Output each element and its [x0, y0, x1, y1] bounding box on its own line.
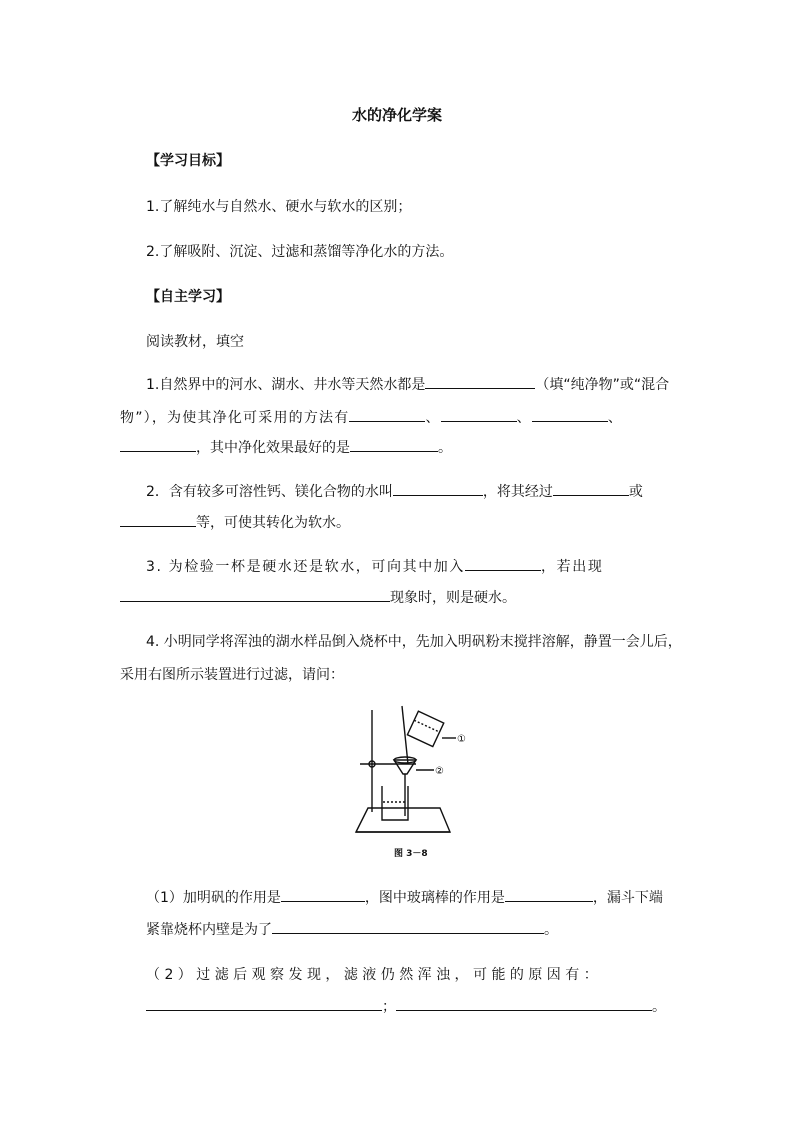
question-2-text-c: 或 [628, 484, 643, 500]
question-4-line2: 采用右图所示装置进行过滤，请问： [120, 667, 344, 683]
goal-1: 1.了解纯水与自然水、硬水与软水的区别； [146, 199, 412, 215]
answer-blank[interactable] [120, 437, 196, 452]
answer-blank[interactable] [465, 556, 541, 571]
subquestion-1-line2 [146, 919, 558, 939]
question-2-line1 [146, 481, 643, 501]
question-1-line3 [120, 437, 452, 457]
question-3-text-a: 3. 为检验一杯是硬水还是软水，可向其中加入 [146, 559, 466, 575]
subquestion-2-line1: （ 2 ） 过 滤 后 观 察 发 现 ， 滤 液 仍 然 浑 浊 ， 可 能 的 原 因 有 ： [146, 967, 598, 983]
question-2-text-d: 等，可使其转化为软水。 [196, 515, 350, 531]
answer-blank[interactable] [349, 407, 425, 422]
question-3-line1 [146, 556, 603, 576]
section-heading-self-study: 【自主学习】 [146, 289, 230, 305]
answer-blank[interactable] [553, 481, 629, 496]
question-1-line2 [120, 407, 623, 427]
answer-blank[interactable] [505, 887, 593, 902]
question-1-text-g: ，其中净化效果最好的是 [196, 440, 350, 456]
subquestion-2-text-c: 。 [652, 999, 666, 1015]
subquestion-1-text-d: 紧靠烧杯内壁是为了 [146, 922, 272, 938]
subquestion-1-text-c: ，漏斗下端 [592, 890, 663, 906]
subquestion-1-text-e: 。 [544, 922, 558, 938]
answer-blank[interactable] [425, 374, 535, 389]
goal-2: 2.了解吸附、沉淀、过滤和蒸馏等净化水的方法。 [146, 244, 454, 260]
subquestion-1-text-a: （1）加明矾的作用是 [146, 890, 281, 906]
question-3-line2 [120, 587, 516, 607]
subquestion-2-text-b: ； [382, 999, 396, 1015]
question-2-text-b: ，将其经过 [482, 484, 553, 500]
question-1-text-a: 1.自然界中的河水、湖水、井水等天然水都是 [146, 377, 426, 393]
answer-blank[interactable] [272, 919, 544, 934]
question-1-text-e: 、 [516, 410, 532, 426]
question-3-text-c: 现象时，则是硬水。 [390, 590, 516, 606]
intro-text: 阅读教材，填空 [146, 334, 244, 350]
question-2-line2 [120, 512, 350, 532]
answer-blank[interactable] [393, 481, 483, 496]
figure-label-1: ① [457, 734, 466, 745]
page-title: 水的净化学案 [351, 106, 442, 124]
question-1-line1 [146, 374, 669, 394]
question-1-text-f: 、 [607, 410, 624, 426]
answer-blank[interactable] [120, 587, 390, 602]
question-3-text-b: ，若出现 [541, 559, 604, 575]
filtration-apparatus-figure [346, 704, 486, 864]
question-1-text-d: 、 [425, 410, 441, 426]
answer-blank[interactable] [441, 407, 517, 422]
question-1-text-h: 。 [438, 440, 452, 456]
question-4-line1: 4. 小明同学将浑浊的湖水样品倒入烧杯中，先加入明矾粉末搅拌溶解，静置一会儿后， [146, 634, 682, 650]
section-heading-goals: 【学习目标】 [146, 153, 230, 169]
question-1-text-b: （填“纯净物”或“混合 [535, 377, 670, 393]
subquestion-1-text-b: ，图中玻璃棒的作用是 [364, 890, 505, 906]
answer-blank[interactable] [396, 996, 652, 1011]
answer-blank[interactable] [350, 437, 438, 452]
subquestion-2-line2 [146, 996, 666, 1016]
answer-blank[interactable] [532, 407, 608, 422]
answer-blank[interactable] [146, 996, 382, 1011]
answer-blank[interactable] [281, 887, 365, 902]
subquestion-1-line1 [146, 887, 663, 907]
figure-caption: 图 3－8 [394, 849, 428, 859]
figure-label-2: ② [435, 766, 444, 777]
question-2-text-a: 2．含有较多可溶性钙、镁化合物的水叫 [146, 484, 393, 500]
question-1-text-c: 物”），为使其净化可采用的方法有 [120, 410, 350, 426]
answer-blank[interactable] [120, 512, 196, 527]
